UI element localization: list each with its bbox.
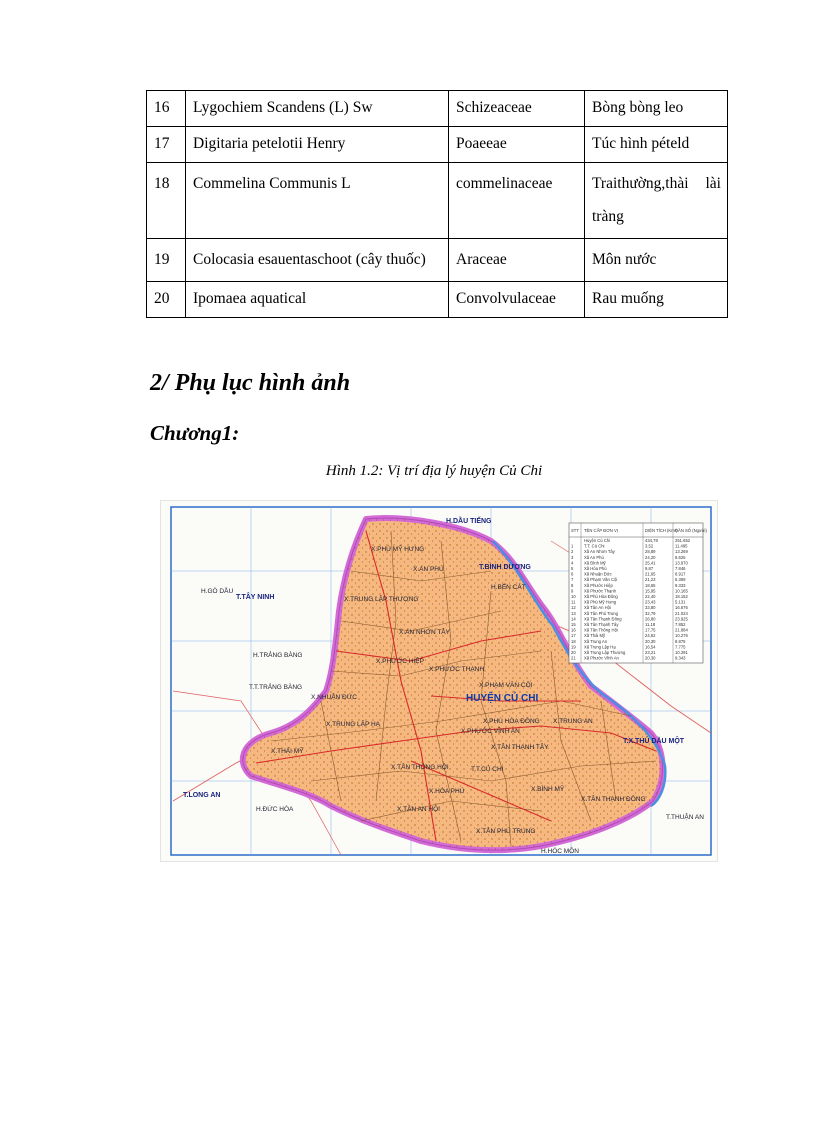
commune-label: X.TÂN PHÚ TRUNG (476, 828, 536, 835)
legend-cell: 21.884 (675, 627, 688, 633)
legend-cell: 6 (571, 571, 574, 577)
legend-header: TÊN CẤP ĐƠN VỊ (584, 528, 618, 533)
legend-cell: 3 (571, 554, 574, 560)
legend-cell: 24,62 (645, 633, 656, 639)
legend-cell: 13.970 (675, 560, 688, 566)
commune-label: X.PHƯỚC VĨNH AN (461, 728, 520, 735)
legend-cell: 9,87 (645, 566, 654, 571)
vernacular-name: Môn nước (585, 239, 728, 282)
commune-label: T.T.CỦ CHI (471, 766, 504, 773)
legend-cell: Xã Tân An Hội (584, 605, 611, 611)
legend-header: DÂN SỐ (Người) (675, 528, 707, 533)
commune-label: X.TRUNG AN (553, 718, 593, 725)
neighbor-label: H.HÓC MÔN (541, 848, 579, 855)
table-row (147, 282, 728, 318)
legend-header: DIỆN TÍCH (Km²) (645, 528, 678, 533)
legend-cell: Xã Tân Thông Hội (584, 627, 618, 633)
map-legend-table (569, 523, 707, 663)
legend-cell: Xã Thái Mỹ (584, 633, 606, 639)
legend-cell: 4 (571, 560, 574, 566)
legend-cell: 5.359 (675, 577, 686, 583)
legend-cell: 20 (571, 650, 576, 655)
legend-cell: 19 (571, 644, 576, 650)
legend-cell: Xã Trung Lập Thượng (584, 650, 626, 655)
row-number: 20 (147, 282, 186, 318)
neighbor-label: T.LONG AN (183, 792, 221, 799)
legend-cell: 23,21 (645, 650, 656, 655)
legend-cell: Xã Nhuận Đức (584, 571, 612, 577)
legend-cell: 20,30 (645, 655, 656, 661)
commune-label: X.AN PHÚ (413, 566, 444, 573)
vernacular-name: Túc hình pételd (585, 127, 728, 163)
family-name: commelinaceae (449, 163, 585, 239)
legend-cell: Xã An Nhơn Tây (584, 549, 615, 555)
scientific-name: Commelina Communis L (186, 163, 449, 239)
family-name: Schizeaceae (449, 91, 585, 127)
table-row (147, 163, 728, 239)
row-number: 17 (147, 127, 186, 163)
district-map-figure (160, 500, 718, 862)
table-row (147, 127, 728, 163)
legend-cell: Xã Tân Thạnh Đông (584, 616, 622, 622)
legend-cell: Xã Phước Vĩnh An (584, 655, 619, 661)
legend-cell: 21,65 (645, 571, 656, 577)
legend-cell: 17,75 (645, 627, 656, 633)
legend-cell: 23,43 (645, 599, 656, 605)
legend-cell: 11,18 (645, 622, 656, 627)
legend-cell: 8.917 (675, 571, 686, 577)
legend-cell: 7 (571, 577, 574, 583)
cu-chi-district-map (161, 501, 717, 861)
neighbor-label: H.DẦU TIẾNG (446, 518, 492, 525)
legend-cell: 2 (571, 549, 574, 555)
neighbor-label: T.THUẬN AN (666, 814, 704, 821)
legend-cell: 10.291 (675, 650, 688, 655)
legend-cell: 12 (571, 605, 576, 611)
legend-cell: Xã Trung Lập Hạ (584, 644, 616, 650)
legend-cell: 10.276 (675, 633, 688, 639)
row-number: 18 (147, 163, 186, 239)
legend-cell: 11 (571, 599, 576, 605)
legend-cell: 13.269 (675, 549, 688, 555)
legend-cell: 11.495 (675, 543, 688, 549)
legend-cell: Xã Phước Hiệp (584, 582, 613, 588)
legend-cell: 9.333 (675, 582, 686, 588)
legend-cell: 9.343 (675, 655, 686, 661)
legend-cell: 21.024 (675, 610, 688, 616)
legend-cell: Xã Phạm Văn Cội (584, 577, 618, 583)
legend-cell: Xã Hòa Phú (584, 566, 607, 571)
legend-cell: 251.652 (675, 538, 691, 543)
table-row (147, 91, 728, 127)
neighbor-label: T.T.TRẢNG BÀNG (249, 684, 303, 691)
legend-cell: 33,80 (645, 605, 656, 611)
legend-cell: 14 (571, 616, 576, 622)
scientific-name: Lygochiem Scandens (L) Sw (186, 91, 449, 127)
commune-label: X.PHƯỚC HIỆP (376, 658, 424, 665)
neighbor-label: H.BẾN CÁT (491, 584, 526, 591)
legend-cell: 24,20 (645, 554, 656, 560)
commune-label: X.NHUẬN ĐỨC (311, 694, 357, 701)
legend-cell: 25,41 (645, 560, 656, 566)
legend-cell: 28,89 (645, 549, 656, 555)
legend-cell: 26,80 (645, 616, 656, 622)
legend-cell: 23.925 (675, 616, 688, 622)
legend-cell: 17 (571, 633, 576, 639)
family-name: Convolvulaceae (449, 282, 585, 318)
commune-label: X.THÁI MỸ (271, 748, 304, 755)
legend-header: STT (571, 528, 579, 533)
commune-label: X.TÂN THẠNH ĐÔNG (581, 796, 646, 803)
chapter-heading: Chương1: (150, 421, 240, 445)
legend-cell: 1 (571, 543, 574, 549)
legend-cell: 9 (571, 588, 574, 594)
legend-cell: 434,78 (645, 538, 658, 543)
legend-cell: 7.846 (675, 566, 686, 571)
commune-label: X.AN NHƠN TÂY (399, 629, 450, 636)
legend-cell: Xã Tân Phú Trung (584, 610, 618, 616)
legend-cell: Xã An Phú (584, 554, 604, 560)
neighbor-label: H.GÒ DẦU (201, 588, 234, 595)
row-number: 19 (147, 239, 186, 282)
commune-label: X.PHƯỚC THẠNH (429, 666, 485, 673)
family-name: Poaeeae (449, 127, 585, 163)
legend-cell: 22,40 (645, 594, 656, 599)
legend-cell: T.T. Củ Chi (584, 543, 605, 549)
scientific-name: Ipomaea aquatical (186, 282, 449, 318)
neighbor-label: T.TÂY NINH (236, 594, 275, 601)
family-name: Araceae (449, 239, 585, 282)
commune-label: X.PHẠM VĂN CỘI (479, 682, 533, 689)
legend-cell: Xã Tân Thạnh Tây (584, 622, 619, 627)
legend-cell: 10 (571, 594, 576, 599)
legend-cell: 16.676 (675, 605, 688, 611)
legend-cell: 8.625 (675, 554, 686, 560)
vernacular-name: Rau muống (585, 282, 728, 318)
legend-cell: 8 (571, 582, 574, 588)
district-title: HUYỆN CỦ CHI (466, 693, 539, 704)
plant-species-table (146, 90, 728, 318)
scientific-name: Colocasia esauentaschoot (cây thuốc) (186, 239, 449, 282)
vernacular-name: Traithường,thài lài tràng (585, 163, 728, 239)
legend-cell: Huyện Củ Chi (584, 538, 611, 543)
legend-cell: 18,65 (645, 582, 656, 588)
commune-label: X.TÂN THÔNG HỘI (391, 764, 449, 771)
legend-cell: 16 (571, 627, 576, 633)
legend-cell: Xã Phước Thạnh (584, 588, 617, 594)
commune-label: X.BÌNH MỸ (531, 786, 565, 793)
legend-cell: Xã Phú Mỹ Hưng (584, 599, 617, 605)
commune-label: X.TÂN THẠNH TÂY (491, 744, 549, 751)
commune-label: X.PHÚ MỸ HƯNG (371, 546, 425, 553)
scientific-name: Digitaria petelotii Henry (186, 127, 449, 163)
legend-cell: 32,79 (645, 610, 656, 616)
legend-cell: 5 (571, 566, 574, 571)
commune-label: X.HÒA PHÚ (429, 788, 465, 795)
legend-cell: 13 (571, 610, 576, 616)
legend-cell: 16,54 (645, 644, 656, 650)
neighbor-label: H.ĐỨC HÒA (256, 806, 294, 813)
neighbor-label: H.TRẢNG BÀNG (253, 652, 303, 659)
legend-cell: Xã Trung An (584, 638, 608, 644)
legend-cell: 18.152 (675, 594, 688, 599)
legend-cell: 7.775 (675, 644, 686, 650)
commune-label: X.TRUNG LẬP THƯỢNG (344, 596, 419, 603)
vernacular-name: Bòng bòng leo (585, 91, 728, 127)
legend-cell: 15 (571, 622, 576, 627)
legend-cell: 18 (571, 638, 576, 644)
legend-cell: 21,23 (645, 577, 656, 583)
commune-label: X.TÂN AN HỘI (397, 806, 440, 813)
legend-cell: 20,30 (645, 638, 656, 644)
appendix-heading: 2/ Phụ lục hình ảnh (150, 370, 351, 396)
legend-cell: 15,95 (645, 588, 656, 594)
legend-cell: 5.131 (675, 599, 686, 605)
figure-caption: Hình 1.2: Vị trí địa lý huyện Củ Chi (325, 463, 543, 479)
neighbor-label: T.BÌNH DƯƠNG (479, 564, 531, 571)
legend-cell: Xã Bình Mỹ (584, 560, 606, 566)
legend-cell: Xã Phú Hòa Đông (584, 594, 618, 599)
legend-cell: 21 (571, 655, 576, 661)
neighbor-label: T.X.THỦ DẦU MỘT (623, 738, 685, 745)
legend-cell: 8.875 (675, 638, 686, 644)
legend-cell: 10.165 (675, 588, 688, 594)
commune-label: X.PHÚ HÒA ĐÔNG (483, 718, 540, 725)
legend-cell: 7.852 (675, 622, 686, 627)
commune-label: X.TRUNG LẬP HẠ (326, 721, 381, 728)
row-number: 16 (147, 91, 186, 127)
legend-cell: 3,52 (645, 543, 654, 549)
table-row (147, 239, 728, 282)
